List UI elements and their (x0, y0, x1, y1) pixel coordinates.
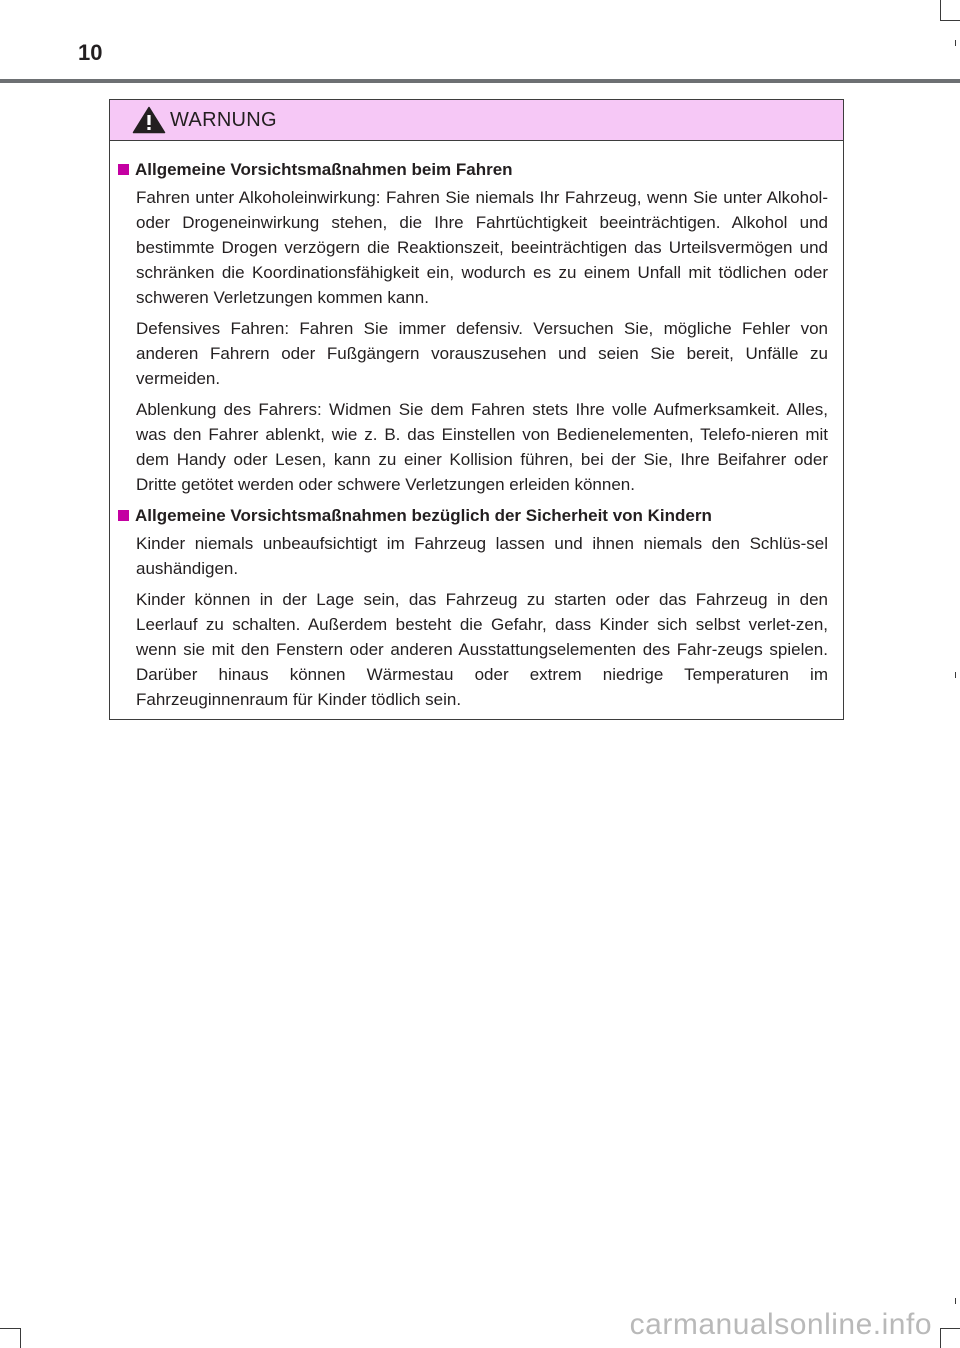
crop-mark (940, 1328, 960, 1329)
warning-header (110, 100, 843, 141)
warning-title: WARNUNG (170, 109, 277, 131)
crop-mark (940, 1328, 941, 1348)
warning-section (118, 503, 828, 712)
crop-mark (955, 672, 956, 678)
warning-triangle-icon (132, 106, 166, 134)
warning-section (118, 157, 828, 497)
square-bullet-icon (118, 164, 129, 175)
crop-mark (0, 1328, 20, 1329)
paragraph: Fahren unter Alkoholeinwirkung: Fahren Sie niemals Ihr Fahrzeug, wenn Sie unter Alkohol- oder Drogeneinwirkung stehen, die Ihre Fahrtüchtigkeit beeinträchtigen. Alkohol und bestimmte Drogen verzögern die Reaktionszeit, beeinträchtigen das Urteilsvermögen und schränken die Koordinationsfähigkeit ein, wodurch es zu einem Unfall mit tödlichen oder schweren Verletzungen kommen kann. (136, 188, 828, 307)
warning-body (110, 141, 843, 712)
watermark: carmanualsonline.info (629, 1308, 932, 1341)
paragraph: Kinder können in der Lage sein, das Fahrzeug zu starten oder das Fahrzeug in den Leerlauf zu schalten. Außerdem besteht die Gefahr, dass Kinder sich selbst verlet-zen, wenn sie mit den Fenstern oder anderen Ausstattungselementen des Fahr-zeugs spielen. Darüber hinaus können Wärmestau oder extrem niedrige Temperaturen im Fahrzeuginnenraum für Kinder tödlich sein. (136, 590, 828, 709)
warning-box (109, 99, 844, 720)
section-heading-text: Allgemeine Vorsichtsmaßnahmen beim Fahren (135, 160, 513, 179)
paragraph: Defensives Fahren: Fahren Sie immer defensiv. Versuchen Sie, mögliche Fehler von anderen Fahrern oder Fußgängern vorauszusehen und seien Sie bereit, Unfälle zu vermeiden. (136, 319, 828, 388)
paragraph: Ablenkung des Fahrers: Widmen Sie dem Fahren stets Ihre volle Aufmerksamkeit. Alles, was den Fahrer ablenkt, wie z. B. das Einstellen von Bedienelementen, Telefo-nieren mit dem Handy oder Lesen, kann zu einer Kollision führen, bei der Sie, Ihre Beifahrer oder Dritte getötet werden oder schwere Verletzungen erleiden können. (136, 400, 828, 494)
section-heading (118, 503, 828, 528)
section-heading (118, 157, 828, 182)
section-heading-text: Allgemeine Vorsichtsmaßnahmen bezüglich der Sicherheit von Kindern (135, 506, 712, 525)
header-rule (0, 79, 960, 83)
crop-mark (940, 0, 941, 20)
square-bullet-icon (118, 510, 129, 521)
crop-mark (940, 20, 960, 21)
paragraph: Kinder niemals unbeaufsichtigt im Fahrzeug lassen und ihnen niemals den Schlüs-sel aushändigen. (136, 534, 828, 578)
page-number: 10 (78, 40, 103, 65)
crop-mark (955, 1298, 956, 1304)
crop-mark (20, 1328, 21, 1348)
crop-mark (955, 40, 956, 46)
